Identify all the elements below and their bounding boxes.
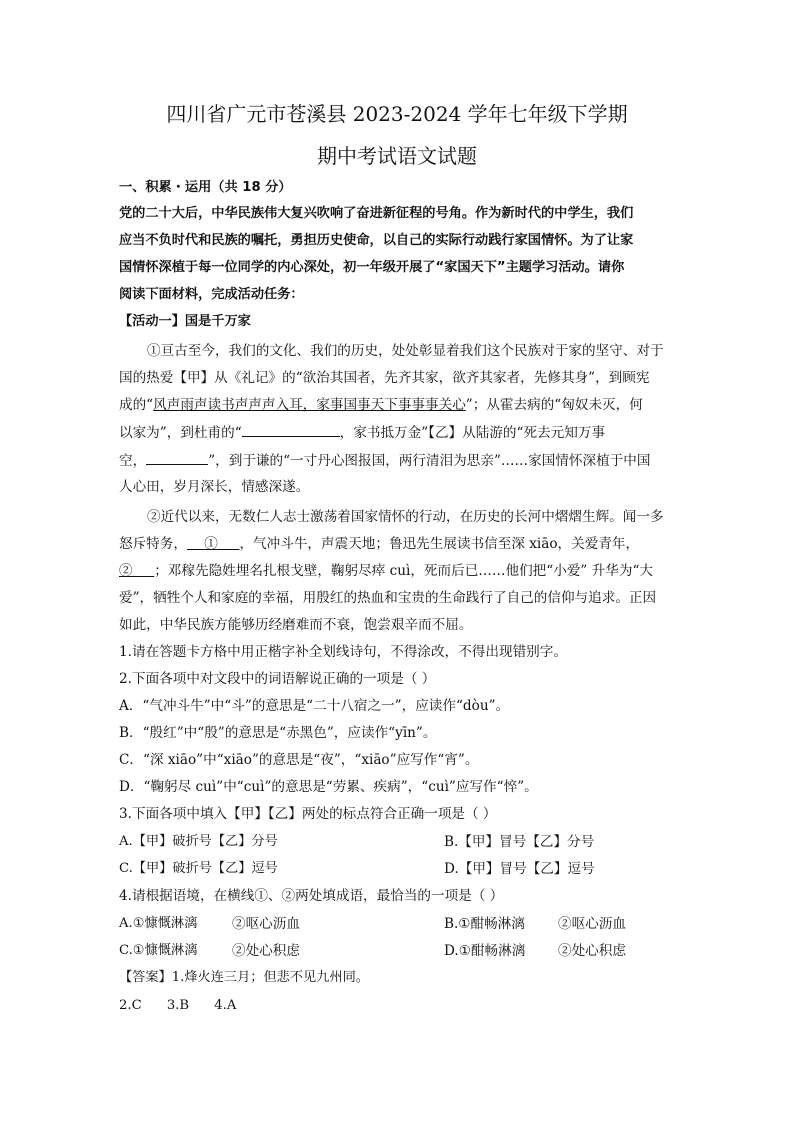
intro-line-2: 应当不负时代和民族的嘱托，勇担历史使命，以自己的实际行动践行家国情怀。为了让家 bbox=[119, 233, 634, 248]
para1-line-2: 国的热爱【甲】从《礼记》的“欲治其国者，先齐其家，欲齐其家者，先修其身”，到顾宪 bbox=[119, 370, 650, 386]
para1-line-5 bbox=[119, 450, 679, 471]
para1-line-6: 人心田，岁月深长，情感深遂。 bbox=[119, 479, 310, 495]
answer-line-1: 【答案】1.烽火连三月；但悲不见九州同。 bbox=[119, 970, 369, 985]
para1-line-3b: ”；从霍去病的“匈奴未灭，何 bbox=[465, 397, 643, 413]
activity-heading: 【活动一】国是千万家 bbox=[119, 314, 251, 329]
para1-line-4a: 以家为”，到杜甫的“ bbox=[119, 425, 242, 441]
question-1: 1.请在答题卡方格中用正楷字补全划线诗句，不得涂改，不得出现错别字。 bbox=[119, 644, 567, 660]
para1-line-3a: 成的“ bbox=[119, 397, 154, 413]
intro-line-1: 党的二十大后，中华民族伟大复兴吹响了奋进新征程的号角。作为新时代的中学生，我们 bbox=[119, 206, 634, 221]
para2-line-2a: 怒斥特务， bbox=[119, 536, 187, 552]
question-4-option-d1: D.①酣畅淋漓 bbox=[444, 943, 526, 959]
para2-line-4: 爱”，牺牲个人和家庭的幸福，用殷红的热血和宝贵的生命践行了自己的信仰与追求。正因 bbox=[119, 590, 657, 606]
para2-line-1: ②近代以来，无数仁人志士激荡着国家情怀的行动，在历史的长河中熠熠生辉。闻一多 bbox=[147, 509, 664, 525]
fill-blank-2 bbox=[146, 450, 208, 465]
question-2-option-c: C．“深 xiāo”中“xiāo”的意思是“夜”，“xiāo”应写作“宵”。 bbox=[119, 752, 479, 768]
question-3-option-b: B.【甲】冒号【乙】分号 bbox=[444, 834, 595, 850]
question-4-option-c1: C.①慷慨淋漓 bbox=[119, 943, 198, 958]
para1-line-5b: ”，到于谦的“一寸丹心图报国，两行清泪为思亲”……家国情怀深植于中国 bbox=[208, 453, 651, 469]
question-4-stem: 4.请根据语境，在横线①、②两处填成语，最恰当的一项是（ ） bbox=[119, 888, 504, 904]
question-4-option-d2: ②处心积虑 bbox=[558, 943, 626, 959]
question-3-option-c: C.【甲】破折号【乙】逗号 bbox=[119, 861, 278, 876]
para2-line-3b: ；邓稼先隐姓埋名扎根戈壁，鞠躬尽瘁 cuì，死而后已……他们把“小爱” 升华为“大 bbox=[154, 563, 654, 579]
para1-line-4b: ，家书抵万金”【乙】从陆游的“死去元知万事 bbox=[339, 425, 606, 441]
para2-line-5: 如此，中华民族方能够历经磨难而不衰，饱尝艰辛而不屈。 bbox=[119, 617, 473, 633]
question-2-option-a: A．“气冲斗牛”中“斗”的意思是“二十八宿之一”，应读作“dòu”。 bbox=[119, 698, 510, 714]
page-title-line2: 期中考试语文试题 bbox=[317, 144, 477, 168]
answer-line-2: 2.C 3.B 4.A bbox=[119, 998, 237, 1013]
para1-line-1: ①亘古至今，我们的文化、我们的历史，处处彰显着我们这个民族对于家的坚守、对于 bbox=[147, 343, 664, 359]
question-3-option-a: A.【甲】破折号【乙】分号 bbox=[119, 834, 278, 849]
page-title-line1: 四川省广元市苍溪县 2023-2024 学年七年级下学期 bbox=[166, 102, 628, 126]
blank-marker-1 bbox=[187, 536, 240, 552]
para1-line-3 bbox=[119, 395, 679, 415]
question-4-option-b1: B.①酣畅淋漓 bbox=[444, 916, 525, 932]
blank-marker-2 bbox=[119, 563, 154, 579]
para2-line-2 bbox=[119, 534, 679, 554]
question-2-option-d: D．“鞠躬尽 cuì”中“cuì”的意思是“劳累、疾病”，“cuì”应写作“悴”。 bbox=[119, 779, 538, 795]
question-2-stem: 2.下面各项中对文段中的词语解说正确的一项是（ ） bbox=[119, 671, 436, 687]
blank-marker-2-label: ② bbox=[119, 563, 133, 579]
para1-line-5a: 空， bbox=[119, 453, 147, 469]
intro-line-3: 国情怀深植于每一位同学的内心深处，初一年级开展了“家国天下”主题学习活动。请你 bbox=[119, 260, 625, 275]
para1-line-4 bbox=[119, 422, 679, 443]
question-4-option-c2: ②处心积虑 bbox=[232, 943, 300, 959]
para2-line-3 bbox=[119, 561, 679, 581]
intro-line-4: 阅读下面材料，完成活动任务： bbox=[119, 287, 304, 302]
section-heading: 一、积累・运用（共 18 分） bbox=[119, 180, 292, 195]
question-3-option-d: D.【甲】冒号【乙】逗号 bbox=[444, 861, 595, 877]
fill-blank-1 bbox=[242, 422, 340, 437]
question-3-stem: 3.下面各项中填入【甲】【乙】两处的标点符合正确一项是（ ） bbox=[119, 806, 497, 822]
para2-line-2b: ，气冲斗牛，声震天地；鲁迅先生展读书信至深 xiāo，关爱青年， bbox=[239, 536, 640, 552]
question-4-option-b2: ②呕心沥血 bbox=[558, 916, 626, 932]
question-4-option-a1: A.①慷慨淋漓 bbox=[119, 916, 198, 931]
blank-marker-1-label: ① bbox=[204, 536, 218, 552]
underlined-poem-line: 风声雨声读书声声声入耳，家事国事天下事事事关心 bbox=[153, 397, 466, 413]
question-2-option-b: B．“殷红”中“殷”的意思是“赤黑色”，应读作“yīn”。 bbox=[119, 725, 437, 741]
question-4-option-a2: ②呕心沥血 bbox=[232, 916, 300, 932]
